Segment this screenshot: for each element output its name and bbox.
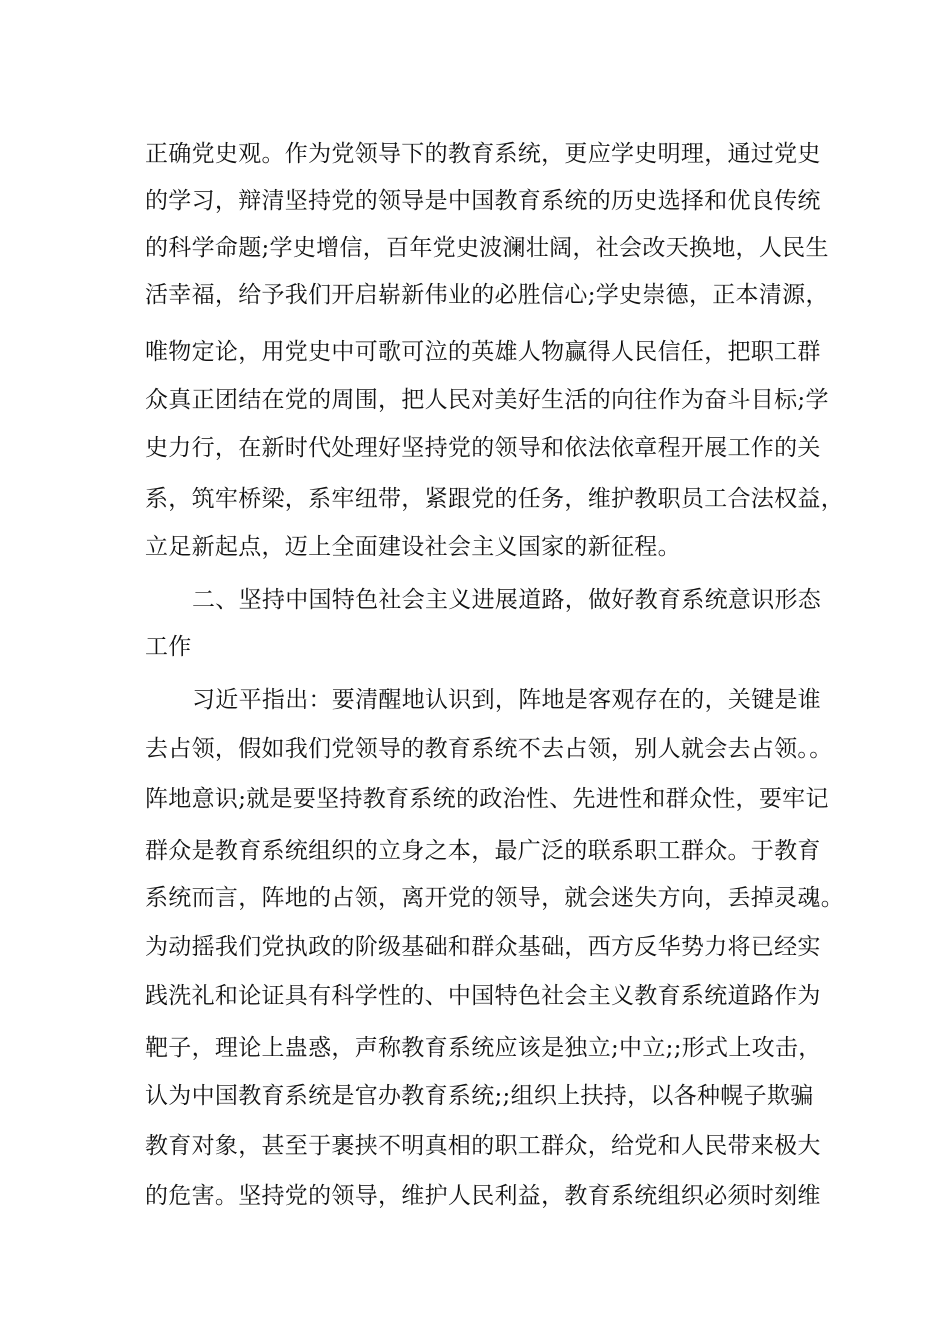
text-line: 去占领，假如我们党领导的教育系统不去占领，别人就会去占领。。 xyxy=(145,736,833,762)
text-line: 教育对象，甚至于裹挟不明真相的职工群众，给党和人民带来极大 xyxy=(145,1133,821,1159)
section-heading: 二、坚持中国特色社会主义进展道路，做好教育系统意识形态 xyxy=(192,587,822,613)
text-line: 史力行，在新时代处理好坚持党的领导和依法依章程开展工作的关 xyxy=(145,435,821,461)
text-line: 正确党史观。作为党领导下的教育系统，更应学史明理，通过党史 xyxy=(145,141,821,167)
text-line: 的学习，辩清坚持党的领导是中国教育系统的历史选择和优良传统 xyxy=(145,188,821,214)
section-heading-continued: 工作 xyxy=(145,634,192,660)
text-line: 靶子，理论上蛊惑，声称教育系统应该是独立;中立;;形式上攻击， xyxy=(145,1035,822,1061)
text-line: 唯物定论，用党史中可歌可泣的英雄人物赢得人民信任，把职工群 xyxy=(145,339,821,365)
text-line: 立足新起点，迈上全面建设社会主义国家的新征程。 xyxy=(145,534,681,560)
text-line: 践洗礼和论证具有科学性的、中国特色社会主义教育系统道路作为 xyxy=(145,983,821,1009)
text-line: 认为中国教育系统是官办教育系统;;组织上扶持，以各种幌子欺骗 xyxy=(145,1083,814,1109)
text-line: 的危害。坚持党的领导，维护人民利益，教育系统组织必须时刻维 xyxy=(145,1183,821,1209)
text-line: 众真正团结在党的周围，把人民对美好生活的向往作为奋斗目标;学 xyxy=(145,387,829,413)
text-line: 活幸福，给予我们开启崭新伟业的必胜信心;学史崇德，正本清源， xyxy=(145,282,829,308)
text-line: 群众是教育系统组织的立身之本，最广泛的联系职工群众。于教育 xyxy=(145,838,821,864)
text-line: 为动摇我们党执政的阶级基础和群众基础，西方反华势力将已经实 xyxy=(145,934,821,960)
text-line: 系，筑牢桥梁，系牢纽带，紧跟党的任务，维护教职员工合法权益， xyxy=(145,486,844,512)
text-line: 阵地意识;就是要坚持教育系统的政治性、先进性和群众性，要牢记 xyxy=(145,786,829,812)
paragraph-first-line: 习近平指出：要清醒地认识到，阵地是客观存在的，关键是谁 xyxy=(192,687,822,713)
text-line: 系统而言，阵地的占领，离开党的领导，就会迷失方向，丢掉灵魂。 xyxy=(145,885,844,911)
text-line: 的科学命题;学史增信，百年党史波澜壮阔，社会改天换地，人民生 xyxy=(145,235,829,261)
